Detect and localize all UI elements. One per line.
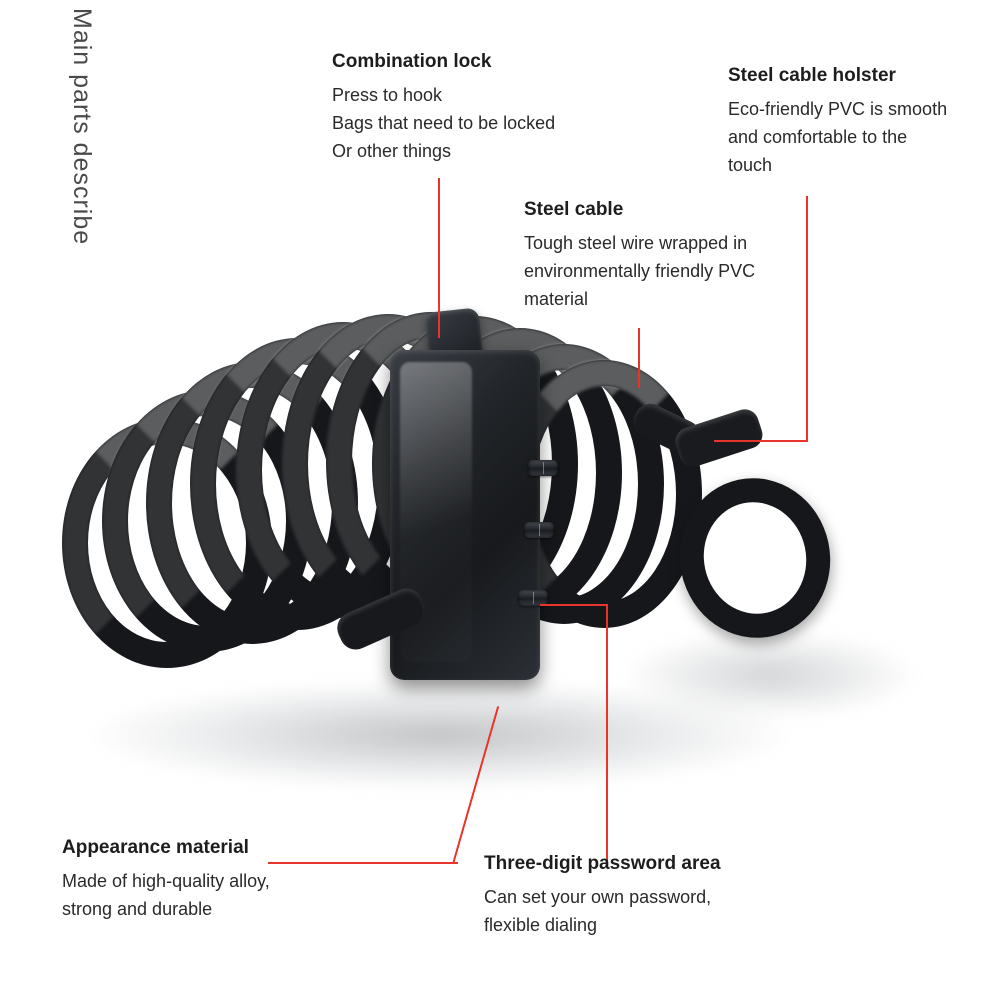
password-dial[interactable] bbox=[524, 522, 554, 538]
callout-steel-cable-holster bbox=[728, 64, 986, 179]
callout-combination-lock bbox=[332, 50, 632, 165]
leader-line-steel-cable bbox=[638, 328, 640, 388]
callout-line: Bags that need to be locked bbox=[332, 112, 556, 133]
dial-notch bbox=[539, 524, 540, 536]
callout-line: flexible dialing bbox=[484, 914, 598, 935]
leader-line-password-horizontal bbox=[540, 604, 608, 606]
leader-line-password-vertical bbox=[606, 606, 608, 862]
side-title: Main parts describe bbox=[68, 8, 96, 246]
callout-title: Combination lock bbox=[332, 51, 492, 72]
callout-appearance-material bbox=[62, 836, 362, 924]
callout-title: Appearance material bbox=[62, 837, 249, 858]
callout-line: material bbox=[524, 288, 589, 309]
callout-title: Steel cable bbox=[524, 199, 624, 220]
product-photo bbox=[60, 300, 940, 820]
callout-title: Steel cable holster bbox=[728, 65, 896, 86]
callout-steel-cable bbox=[524, 198, 814, 313]
callout-line: environmentally friendly PVC bbox=[524, 260, 756, 281]
callout-line: touch bbox=[728, 154, 773, 175]
callout-line: Press to hook bbox=[332, 84, 443, 105]
callout-title: Three-digit password area bbox=[484, 853, 721, 874]
dial-notch bbox=[543, 462, 544, 474]
callout-line: Tough steel wire wrapped in bbox=[524, 232, 748, 253]
leader-line-holster-horizontal bbox=[714, 440, 808, 442]
callout-line: Or other things bbox=[332, 140, 452, 161]
callout-line: Can set your own password, bbox=[484, 886, 712, 907]
photo-shadow-secondary bbox=[620, 630, 920, 720]
callout-password-area bbox=[484, 852, 784, 940]
callout-line: Made of high-quality alloy, bbox=[62, 870, 270, 891]
callout-line: Eco-friendly PVC is smooth bbox=[728, 98, 948, 119]
holster-neck bbox=[672, 406, 766, 471]
callout-line: strong and durable bbox=[62, 898, 213, 919]
password-dial[interactable] bbox=[528, 460, 558, 476]
callout-line: and comfortable to the bbox=[728, 126, 908, 147]
dial-notch bbox=[533, 592, 534, 604]
leader-line-combination-lock bbox=[438, 178, 440, 338]
